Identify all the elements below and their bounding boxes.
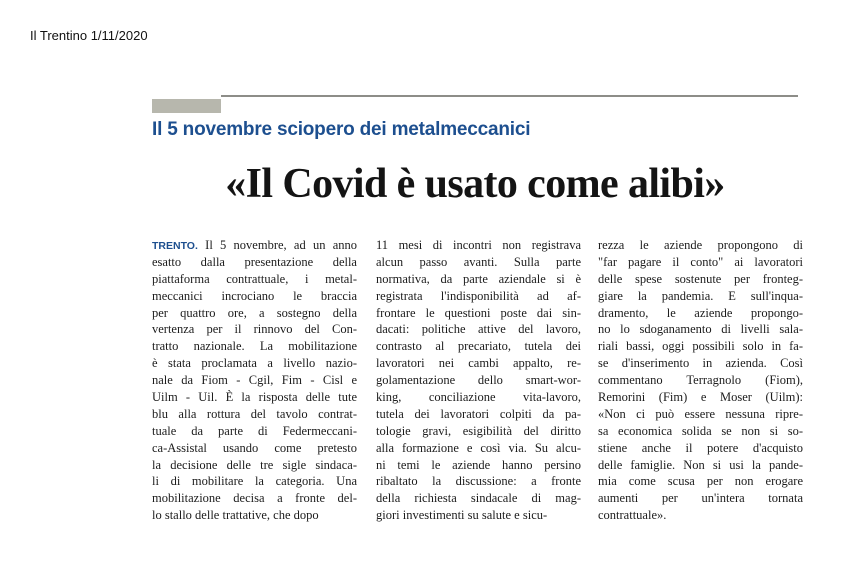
- body-text-line: nale da Fiom - Cgil, Fim - Cisl e: [152, 373, 357, 388]
- body-text-line: della richiesta sindacale di mag-: [376, 491, 581, 506]
- source-caption: Il Trentino 1/11/2020: [30, 28, 148, 43]
- body-text-line: vertenza per il rinnovo del Con-: [152, 322, 357, 337]
- body-text-line: tuale da parte di Federmeccani-: [152, 423, 357, 438]
- body-text-line: ribaltato la discussione: a fronte: [376, 474, 581, 489]
- body-text-line: per quattro ore, a sostegno della: [152, 305, 357, 320]
- body-text-line: tutela dei lavoratori colpiti da pa-: [376, 406, 581, 421]
- body-text-line: 11 mesi di incontri non registrava: [376, 238, 581, 252]
- body-text-line: sa economica solida se non si so-: [598, 423, 803, 438]
- body-text-line: delle spese sostenute per fronteg-: [598, 271, 803, 286]
- body-text-line: la decisione delle tre sigle sindaca-: [152, 457, 357, 472]
- body-text-line: blu alla rottura del tavolo contrat-: [152, 406, 357, 421]
- body-text-line: stiene anche il potere d'acquisto: [598, 440, 803, 455]
- body-text-line: li di mobilitare la categoria. Una: [152, 474, 357, 489]
- body-text-line: meccanici incrociano le braccia: [152, 288, 357, 303]
- body-text-line: esatto dalla presentazione della: [152, 254, 357, 269]
- body-text-line: mia come scusa per non erogare: [598, 474, 803, 489]
- article-dateline: TRENTO.: [152, 240, 198, 252]
- top-rule: [221, 95, 798, 97]
- body-text-line: TRENTO. Il 5 novembre, ad un anno: [152, 238, 357, 252]
- body-text-line: delle famiglie. Non si usi la pande-: [598, 457, 803, 472]
- article-headline: «Il Covid è usato come alibi»: [225, 161, 725, 207]
- body-text-line: se d'inserimento in azienda. Così: [598, 356, 803, 371]
- body-text-line: è stata proclamata a livello nazio-: [152, 356, 357, 371]
- body-text-line: contrattuale».: [598, 508, 667, 523]
- body-text-line: lavoratori nei cambi appalto, re-: [376, 356, 581, 371]
- body-text-line: «Non ci può essere nessuna ripre-: [598, 406, 803, 421]
- body-text-line: giare la pandemia. E sull'inqua-: [598, 288, 803, 303]
- body-text-line: rezza le aziende propongono di: [598, 238, 803, 252]
- body-text-line: contrasto al precariato, tutela dei: [376, 339, 581, 354]
- body-text-line: mobilitazione decisa a fronte del-: [152, 491, 357, 506]
- body-text-line: alcun passo avanti. Sulla parte: [376, 254, 581, 269]
- body-text-line: tratto nazionale. La mobilitazione: [152, 339, 357, 354]
- body-text-line: ni temi le aziende hanno persino: [376, 457, 581, 472]
- section-marker-bar: [152, 99, 221, 113]
- article-column-1: [152, 237, 357, 524]
- body-text-line: giori investimenti su salute e sicu-: [376, 508, 548, 523]
- article-column-3: [598, 237, 803, 524]
- body-text-line: dramento, le aziende propongo-: [598, 305, 803, 320]
- body-text-line: lo stallo delle trattative, che dopo: [152, 508, 319, 523]
- newspaper-clipping: [152, 92, 803, 532]
- body-text-line: no lo sdoganamento di livelli sala-: [598, 322, 803, 337]
- body-text-line: piattaforma contrattuale, i metal-: [152, 271, 357, 286]
- body-text-line: Remorini (Fim) e Moser (Uilm):: [598, 390, 803, 405]
- body-text-line: king, conciliazione vita-lavoro,: [376, 390, 581, 405]
- body-text-line: commentano Terragnolo (Fiom),: [598, 373, 803, 388]
- body-text-line: frontare le questioni poste dai sin-: [376, 305, 581, 320]
- body-text-line: registrata l'indisponibilità ad af-: [376, 288, 581, 303]
- body-text-line: "far pagare il conto" ai lavoratori: [598, 254, 803, 269]
- body-text-line: ca-Assistal usando come pretesto: [152, 440, 357, 455]
- article-kicker: Il 5 novembre sciopero dei metalmeccanici: [152, 119, 531, 140]
- body-text-line: aumenti per un'intera tornata: [598, 491, 803, 506]
- body-text-line: alla formazione e così via. Su alcu-: [376, 440, 581, 455]
- body-text-line: dacati: politiche attive del lavoro,: [376, 322, 581, 337]
- body-text-line: riali bassi, oggi possibili solo in fa-: [598, 339, 803, 354]
- article-column-2: [376, 237, 581, 524]
- body-text-line: normativa, da parte aziendale si è: [376, 271, 581, 286]
- body-text-line: golamentazione dello smart-wor-: [376, 373, 581, 388]
- body-text-line: tologie gravi, esigibilità del diritto: [376, 423, 581, 438]
- body-text-line: Uilm - Uil. È la risposta delle tute: [152, 390, 357, 405]
